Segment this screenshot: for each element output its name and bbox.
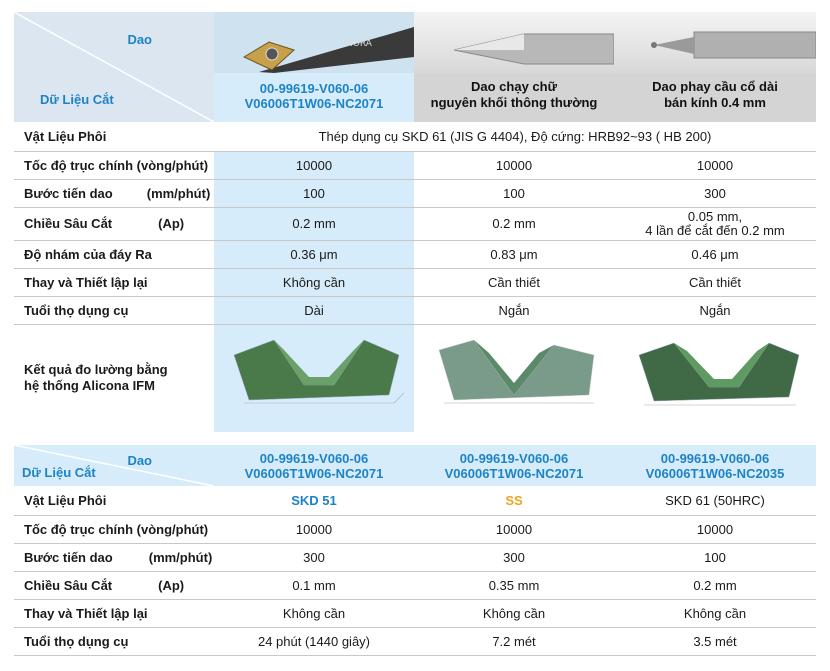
cell: 10000	[214, 515, 414, 543]
table-row	[14, 543, 816, 571]
cell: 0.35 mm	[414, 571, 614, 599]
row-unit: (Ap)	[158, 577, 185, 593]
cell: 7.2 mét	[414, 627, 614, 655]
cell: 0.2 mm	[414, 207, 614, 240]
tool-name-line1: Dao phay cầu cổ dài	[652, 79, 778, 94]
tool-column-1-header: 00-99619-V060-06 V06006T1W06-NC2071	[214, 445, 414, 486]
material-label: Vật Liệu Phôi	[14, 486, 214, 515]
cell: Cần thiết	[414, 268, 614, 296]
row-unit: (mm/phút)	[146, 185, 211, 201]
material-row	[14, 122, 816, 151]
cell: 10000	[414, 151, 614, 179]
row-label: Bước tiến dao (mm/phút)	[14, 179, 214, 207]
table-row	[14, 151, 816, 179]
cell: 3.5 mét	[614, 627, 816, 655]
cell: 0.2 mm	[614, 571, 816, 599]
table-row	[14, 627, 816, 655]
cell: Không cần	[214, 268, 414, 296]
row-label: Bước tiến dao (mm/phút)	[14, 543, 214, 571]
insert-tool-image	[214, 12, 414, 73]
table-row	[14, 571, 816, 599]
svg-text:VIORA: VIORA	[344, 39, 372, 49]
cell: 300	[414, 543, 614, 571]
surface-scan-icon	[614, 325, 816, 429]
table-row	[14, 207, 816, 240]
cell: 0.36 μm	[214, 240, 414, 268]
row-label: Tốc độ trục chính (vòng/phút)	[14, 515, 214, 543]
measurement-image-2	[414, 324, 614, 432]
surface-scan-icon	[414, 325, 614, 429]
cell: 10000	[614, 515, 816, 543]
row-label: Tuổi thọ dụng cụ	[14, 627, 214, 655]
cell: 0.2 mm	[214, 207, 414, 240]
row-label: Thay và Thiết lập lại	[14, 599, 214, 627]
cell: 10000	[214, 151, 414, 179]
cell: 100	[614, 543, 816, 571]
tool-column-3-header	[614, 12, 816, 122]
tool-column-2-header	[414, 12, 614, 122]
cell: Không cần	[214, 599, 414, 627]
tool-code-line1: 00-99619-V060-06	[259, 81, 369, 96]
cell: 100	[414, 179, 614, 207]
tool-label: Dao	[127, 32, 152, 47]
material-label: Vật Liệu Phôi	[14, 122, 214, 151]
table-row	[14, 515, 816, 543]
material-value: Thép dụng cụ SKD 61 (JIS G 4404), Độ cứng: HRB92~93 ( HB 200)	[214, 122, 816, 151]
tool-name-line1: Dao chạy chữ	[471, 79, 557, 94]
ball-end-mill-image	[614, 12, 816, 73]
row-unit: (mm/phút)	[148, 549, 213, 565]
cell: 300	[614, 179, 816, 207]
engraving-cutter-image	[414, 12, 614, 73]
table-row	[14, 179, 816, 207]
row-label: Chiều Sâu Cắt (Ap)	[14, 207, 214, 240]
cell: 24 phút (1440 giây)	[214, 627, 414, 655]
cell: Ngắn	[414, 296, 614, 324]
table-row	[14, 268, 816, 296]
cell: SS	[414, 486, 614, 515]
cell: 300	[214, 543, 414, 571]
cell: SKD 61 (50HRC)	[614, 486, 816, 515]
row-label: Tuổi thọ dụng cụ	[14, 296, 214, 324]
cell: 0.1 mm	[214, 571, 414, 599]
cell: 10000	[414, 515, 614, 543]
tool-column-1-header	[214, 12, 414, 122]
cutting-data-table-2	[14, 445, 816, 656]
measurement-image-1	[214, 324, 414, 432]
header-corner	[14, 12, 214, 122]
tool-code-line2: V06006T1W06-NC2071	[244, 96, 384, 111]
tool-name-line2: nguyên khối thông thường	[430, 95, 598, 110]
tool-column-2-header: 00-99619-V060-06 V06006T1W06-NC2071	[414, 445, 614, 486]
measurement-row	[14, 324, 816, 432]
tool-column-3-header: 00-99619-V060-06 V06006T1W06-NC2035	[614, 445, 816, 486]
measurement-label: Kết quả đo lường bằng hệ thống Alicona IFM	[24, 362, 168, 393]
cell: Dài	[214, 296, 414, 324]
cell: 0.05 mm, 4 lần để cắt đến 0.2 mm	[614, 207, 816, 240]
tool-label: Dao	[127, 453, 152, 468]
row-label: Thay và Thiết lập lại	[14, 268, 214, 296]
cell: 100	[214, 179, 414, 207]
measurement-image-3	[614, 324, 816, 432]
header-corner	[14, 445, 214, 486]
cell: Không cần	[414, 599, 614, 627]
cell: 10000	[614, 151, 816, 179]
material-row	[14, 486, 816, 515]
table-row	[14, 240, 816, 268]
row-label: Độ nhám của đáy Ra	[14, 240, 214, 268]
cell: 0.83 μm	[414, 240, 614, 268]
surface-scan-icon	[214, 325, 414, 429]
cell: Ngắn	[614, 296, 816, 324]
cutting-data-label: Dữ Liệu Cắt	[40, 92, 114, 107]
row-label: Chiều Sâu Cắt (Ap)	[14, 571, 214, 599]
cutting-data-table-1	[14, 12, 816, 432]
cell: Không cần	[614, 599, 816, 627]
table-row	[14, 599, 816, 627]
cell: SKD 51	[214, 486, 414, 515]
cell: 0.46 μm	[614, 240, 816, 268]
cutting-data-label: Dữ Liệu Cắt	[22, 465, 96, 480]
row-unit: (Ap)	[158, 216, 185, 231]
tool-name-line2: bán kính 0.4 mm	[664, 95, 766, 110]
row-label: Tốc độ trục chính (vòng/phút)	[14, 151, 214, 179]
table-row	[14, 296, 816, 324]
cell: Cần thiết	[614, 268, 816, 296]
